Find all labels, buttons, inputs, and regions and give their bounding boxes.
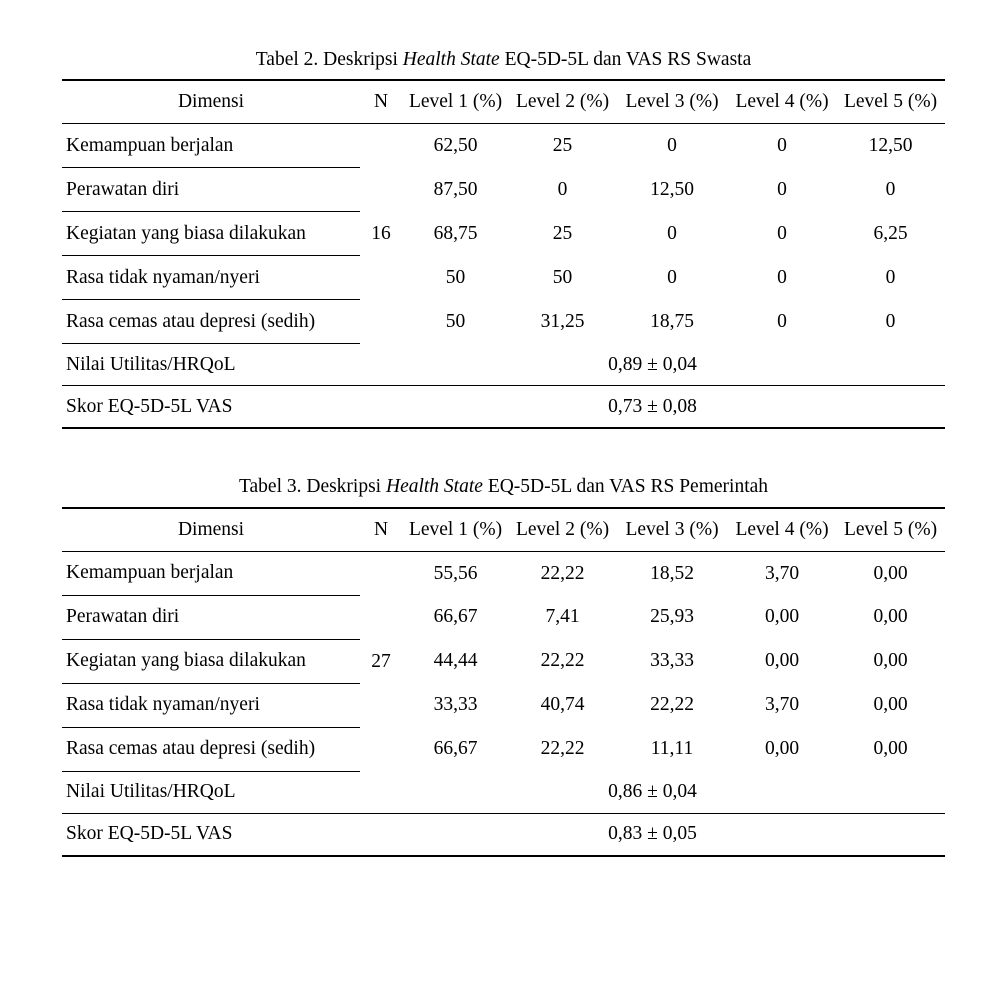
column-header-n: N — [373, 518, 389, 540]
cell-level5: 0,00 — [873, 738, 908, 760]
cell-level4: 0 — [777, 178, 787, 200]
eq5d-table-pemerintah — [62, 507, 945, 857]
cell-level4: 0,00 — [764, 738, 800, 760]
row-label: Rasa cemas atau depresi (sedih) — [62, 300, 360, 344]
cell-level5: 0,00 — [873, 650, 908, 672]
row-label: Kemampuan berjalan — [62, 124, 360, 168]
caption-suffix: EQ-5D-5L dan VAS RS Pemerintah — [482, 476, 769, 498]
summary-row — [62, 344, 945, 386]
cell-level3: 33,33 — [650, 650, 694, 672]
column-header-dimensi: Dimensi — [177, 91, 245, 113]
row-label: Rasa tidak nyaman/nyeri — [62, 256, 360, 300]
cell-level3: 22,22 — [650, 694, 694, 716]
cell-level3: 18,75 — [650, 310, 694, 332]
cell-level3: 12,50 — [650, 178, 694, 200]
summary-value: 0,86 ± 0,04 — [360, 771, 945, 813]
cell-level5: 0,00 — [873, 562, 908, 584]
summary-value: 0,73 ± 0,08 — [360, 386, 945, 429]
caption-prefix: Tabel 3. Deskripsi — [238, 476, 386, 498]
cell-level2: 22,22 — [540, 562, 585, 584]
summary-value: 0,89 ± 0,04 — [360, 344, 945, 386]
row-label: Perawatan diri — [62, 595, 360, 639]
cell-level1: 68,75 — [433, 222, 478, 244]
row-label: Kemampuan berjalan — [62, 551, 360, 595]
cell-level2: 25 — [552, 222, 573, 244]
table-row — [62, 124, 945, 168]
table-row — [62, 639, 945, 683]
cell-level4: 0 — [777, 222, 787, 244]
column-header-level3: Level 3 (%) — [625, 518, 719, 540]
column-header-level2: Level 2 (%) — [515, 91, 610, 113]
table-row — [62, 727, 945, 771]
table-block-2 — [62, 48, 945, 429]
cell-level5: 0 — [885, 310, 896, 332]
cell-level4: 0 — [777, 266, 787, 288]
caption-suffix: EQ-5D-5L dan VAS RS Swasta — [499, 49, 752, 70]
caption-prefix: Tabel 2. Deskripsi — [255, 49, 403, 70]
cell-level4: 0 — [777, 135, 787, 157]
table-row — [62, 256, 945, 300]
table-block-3 — [62, 475, 945, 856]
cell-level5: 0 — [885, 178, 896, 200]
table-row — [62, 683, 945, 727]
table-caption — [62, 475, 945, 499]
cell-level1: 44,44 — [433, 650, 478, 672]
cell-level2: 31,25 — [540, 310, 585, 332]
cell-level3: 11,11 — [650, 738, 694, 760]
summary-row — [62, 813, 945, 856]
row-label: Rasa tidak nyaman/nyeri — [62, 683, 360, 727]
cell-level2: 7,41 — [545, 606, 580, 628]
table-row — [62, 595, 945, 639]
cell-level3: 0 — [667, 222, 677, 244]
table-header-row — [62, 508, 945, 552]
cell-level4: 0,00 — [764, 650, 800, 672]
cell-level4: 0,00 — [764, 606, 800, 628]
column-header-level5: Level 5 (%) — [843, 91, 938, 113]
summary-row — [62, 771, 945, 813]
summary-value: 0,83 ± 0,05 — [360, 813, 945, 856]
summary-label: Nilai Utilitas/HRQoL — [62, 344, 360, 386]
eq5d-table-swasta — [62, 79, 945, 429]
cell-level2: 22,22 — [540, 738, 585, 760]
column-header-n: N — [373, 91, 389, 113]
cell-level1: 66,67 — [433, 606, 478, 628]
column-header-dimensi: Dimensi — [177, 518, 245, 540]
cell-level2: 22,22 — [540, 650, 585, 672]
table-caption — [62, 48, 945, 72]
cell-level5: 12,50 — [868, 135, 913, 157]
table-row — [62, 300, 945, 344]
table-row — [62, 168, 945, 212]
row-label: Rasa cemas atau depresi (sedih) — [62, 727, 360, 771]
cell-level5: 0,00 — [873, 606, 908, 628]
column-header-level1: Level 1 (%) — [408, 518, 503, 540]
column-header-level4: Level 4 (%) — [735, 91, 829, 113]
summary-label: Skor EQ-5D-5L VAS — [62, 386, 360, 429]
cell-level4: 3,70 — [764, 694, 800, 716]
cell-level4: 3,70 — [764, 562, 800, 584]
cell-level2: 0 — [557, 178, 568, 200]
cell-level1: 50 — [445, 266, 466, 288]
cell-level2: 50 — [552, 266, 573, 288]
table-row — [62, 551, 945, 595]
cell-level1: 50 — [445, 310, 466, 332]
cell-level1: 87,50 — [433, 178, 478, 200]
row-label: Kegiatan yang biasa dilakukan — [62, 212, 360, 256]
sample-size-n: 16 — [371, 223, 391, 245]
cell-level1: 62,50 — [433, 135, 478, 157]
caption-italic: Health State — [402, 49, 500, 70]
summary-label: Skor EQ-5D-5L VAS — [62, 813, 360, 856]
cell-level5: 0,00 — [873, 694, 908, 716]
column-header-level1: Level 1 (%) — [408, 91, 503, 113]
table-header-row — [62, 80, 945, 124]
cell-level4: 0 — [777, 310, 787, 332]
summary-row — [62, 386, 945, 429]
cell-level3: 25,93 — [650, 606, 694, 628]
cell-level1: 66,67 — [433, 738, 478, 760]
cell-level2: 40,74 — [540, 694, 585, 716]
cell-level1: 33,33 — [433, 694, 478, 716]
cell-level3: 0 — [667, 266, 677, 288]
column-header-level4: Level 4 (%) — [735, 518, 829, 540]
column-header-level5: Level 5 (%) — [843, 518, 938, 540]
cell-level5: 0 — [885, 266, 896, 288]
cell-level3: 18,52 — [650, 562, 694, 584]
cell-level1: 55,56 — [433, 562, 478, 584]
sample-size-n: 27 — [371, 650, 391, 672]
cell-level3: 0 — [667, 135, 677, 157]
cell-level2: 25 — [552, 135, 573, 157]
cell-level5: 6,25 — [873, 222, 908, 244]
column-header-level2: Level 2 (%) — [515, 518, 610, 540]
table-row — [62, 212, 945, 256]
summary-label: Nilai Utilitas/HRQoL — [62, 771, 360, 813]
column-header-level3: Level 3 (%) — [625, 91, 719, 113]
row-label: Perawatan diri — [62, 168, 360, 212]
row-label: Kegiatan yang biasa dilakukan — [62, 639, 360, 683]
caption-italic: Health State — [385, 476, 483, 498]
